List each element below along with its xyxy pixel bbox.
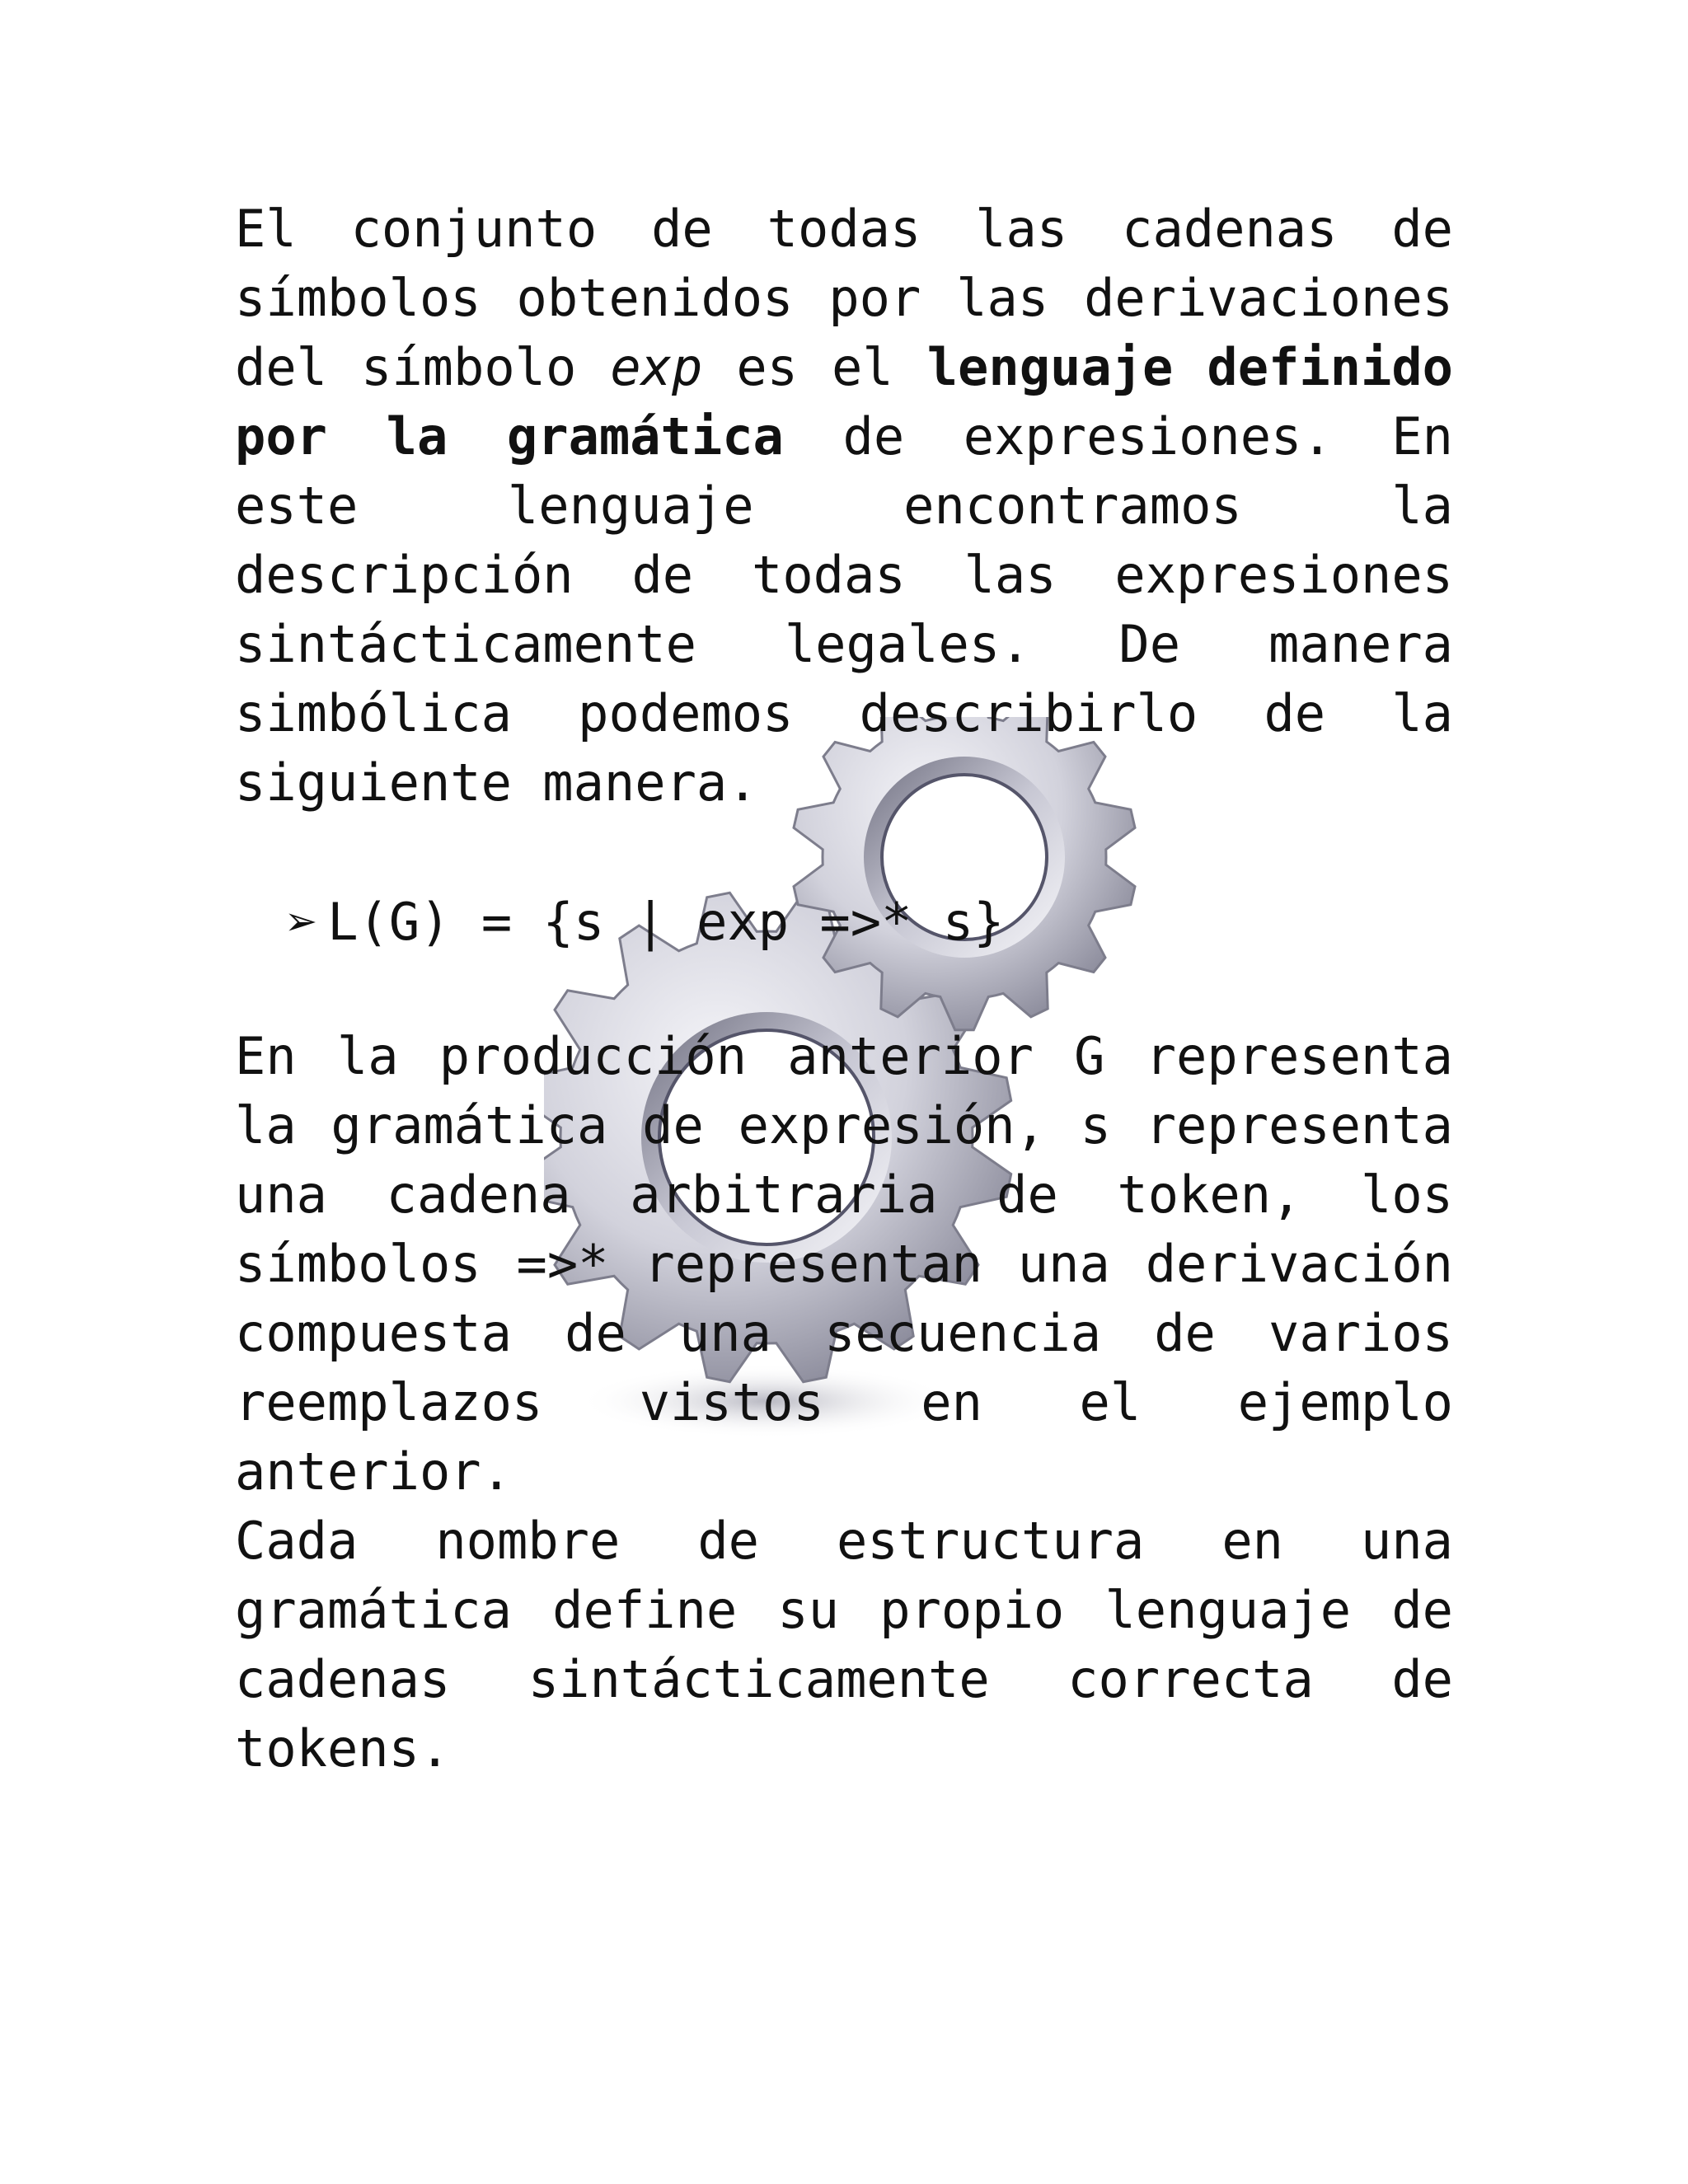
- paragraph1-bold-term: lenguaje definido por la gramática: [235, 337, 1453, 466]
- paragraph1-text-middle: es el: [702, 337, 927, 397]
- paragraph1-text-start: El conjunto de todas las cadenas de símbolos obtenidos por las derivaciones del símbolo: [235, 199, 1453, 397]
- paragraph-language-definition: [235, 194, 1453, 818]
- paragraphs-explanation: [235, 1022, 1453, 1783]
- arrow-bullet-icon: ➢: [284, 898, 318, 944]
- paragraph1-exp-symbol: exp: [610, 337, 703, 397]
- paragraph-production-explanation: En la producción anterior G representa la gramática de expresión, s representa una cadena arbitraria de token, los símbolos =>* representan una derivación compuesta de una secuencia de varios reemplazos vistos en el ejemplo anterior.: [235, 1026, 1453, 1502]
- paragraph1-text-end: de expresiones. En este lenguaje encontramos la descripción de todas las expresiones sintácticamente legales. De manera simbólica podemos describirlo de la siguiente manera.: [235, 406, 1454, 813]
- bullet-formula: L(G) = {s | exp =>* s}: [327, 892, 1005, 952]
- paragraph-structure-language: Cada nombre de estructura en una gramática define su propio lenguaje de cadenas sintácticamente correcta de tokens.: [235, 1511, 1453, 1779]
- bullet-item: [284, 887, 1004, 957]
